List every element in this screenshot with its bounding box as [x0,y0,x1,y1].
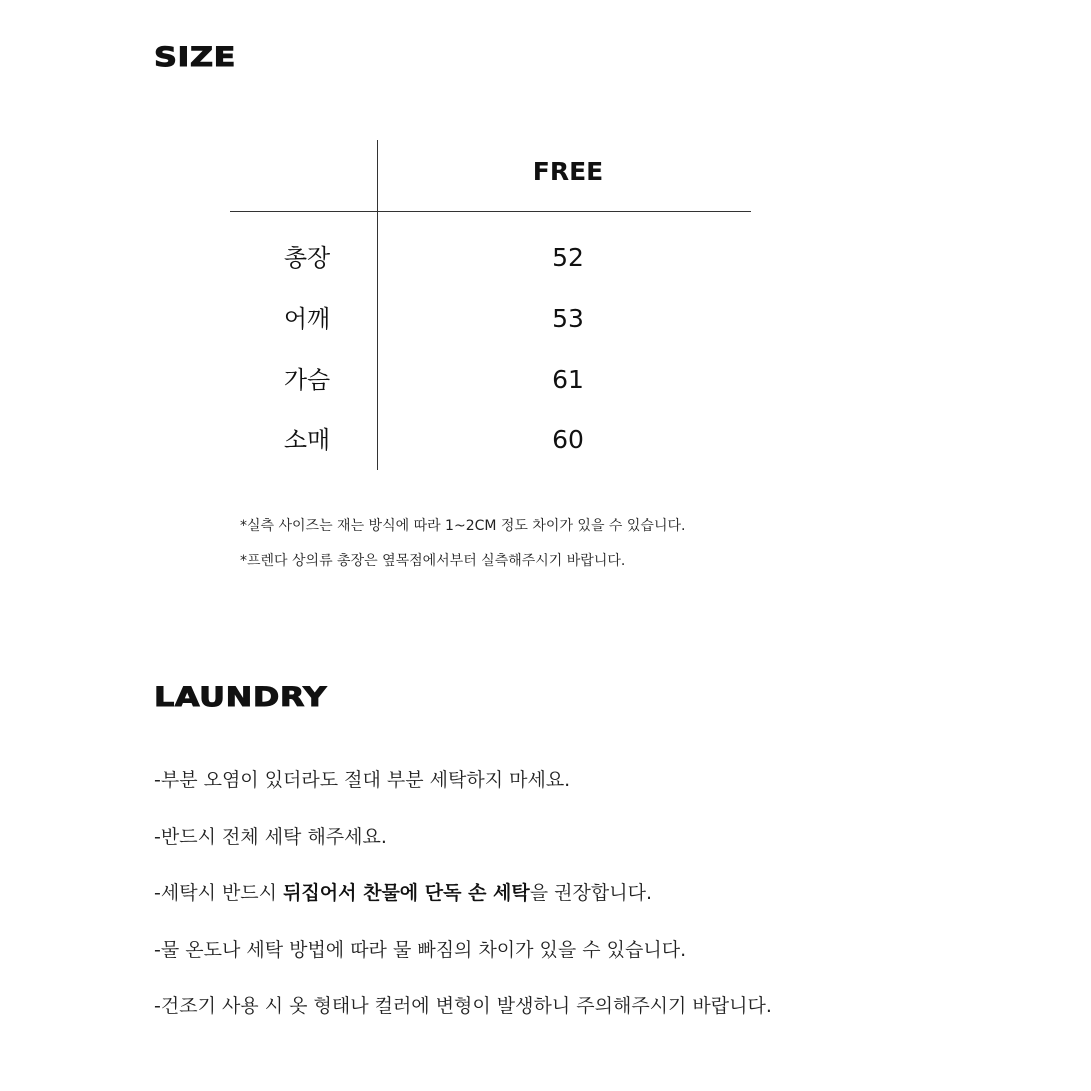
size-note: *프렌다 상의류 총장은 옆목점에서부터 실측해주시기 바랍니다. [240,553,626,569]
size-table [230,140,751,470]
row-value: 52 [552,243,584,272]
row-value: 61 [552,365,584,394]
row-label: 소매 [283,426,331,454]
laundry-list [154,765,772,1048]
list-item-text: 을 권장합니다. [529,882,652,904]
size-column-header: FREE [532,157,604,186]
table-row [230,360,751,400]
list-item-text: -세탁시 반드시 [154,882,284,904]
row-label: 총장 [283,244,331,272]
table-row [230,420,751,460]
list-item [154,878,772,935]
list-item: -반드시 전체 세탁 해주세요. [154,825,387,848]
size-heading: SIZE [154,42,237,73]
table-horizontal-divider [230,211,751,212]
size-note: *실측 사이즈는 재는 방식에 따라 1~2CM 정도 차이가 있을 수 있습니다. [240,518,686,534]
list-item: -건조기 사용 시 옷 형태나 컬러에 변형이 발생하니 주의해주시기 바랍니다. [154,995,772,1017]
laundry-heading: LAUNDRY [154,682,327,713]
row-label: 어깨 [283,305,331,333]
table-row [230,299,751,339]
list-item: -물 온도나 세탁 방법에 따라 물 빠짐의 차이가 있을 수 있습니다. [154,938,687,961]
table-row [230,238,751,278]
row-label: 가슴 [283,366,331,394]
row-value: 53 [552,304,584,333]
list-item: -부분 오염이 있더라도 절대 부분 세탁하지 마세요. [154,769,571,791]
row-value: 60 [552,425,584,454]
list-item-emphasis: 뒤집어서 찬물에 단독 손 세탁 [283,882,530,904]
